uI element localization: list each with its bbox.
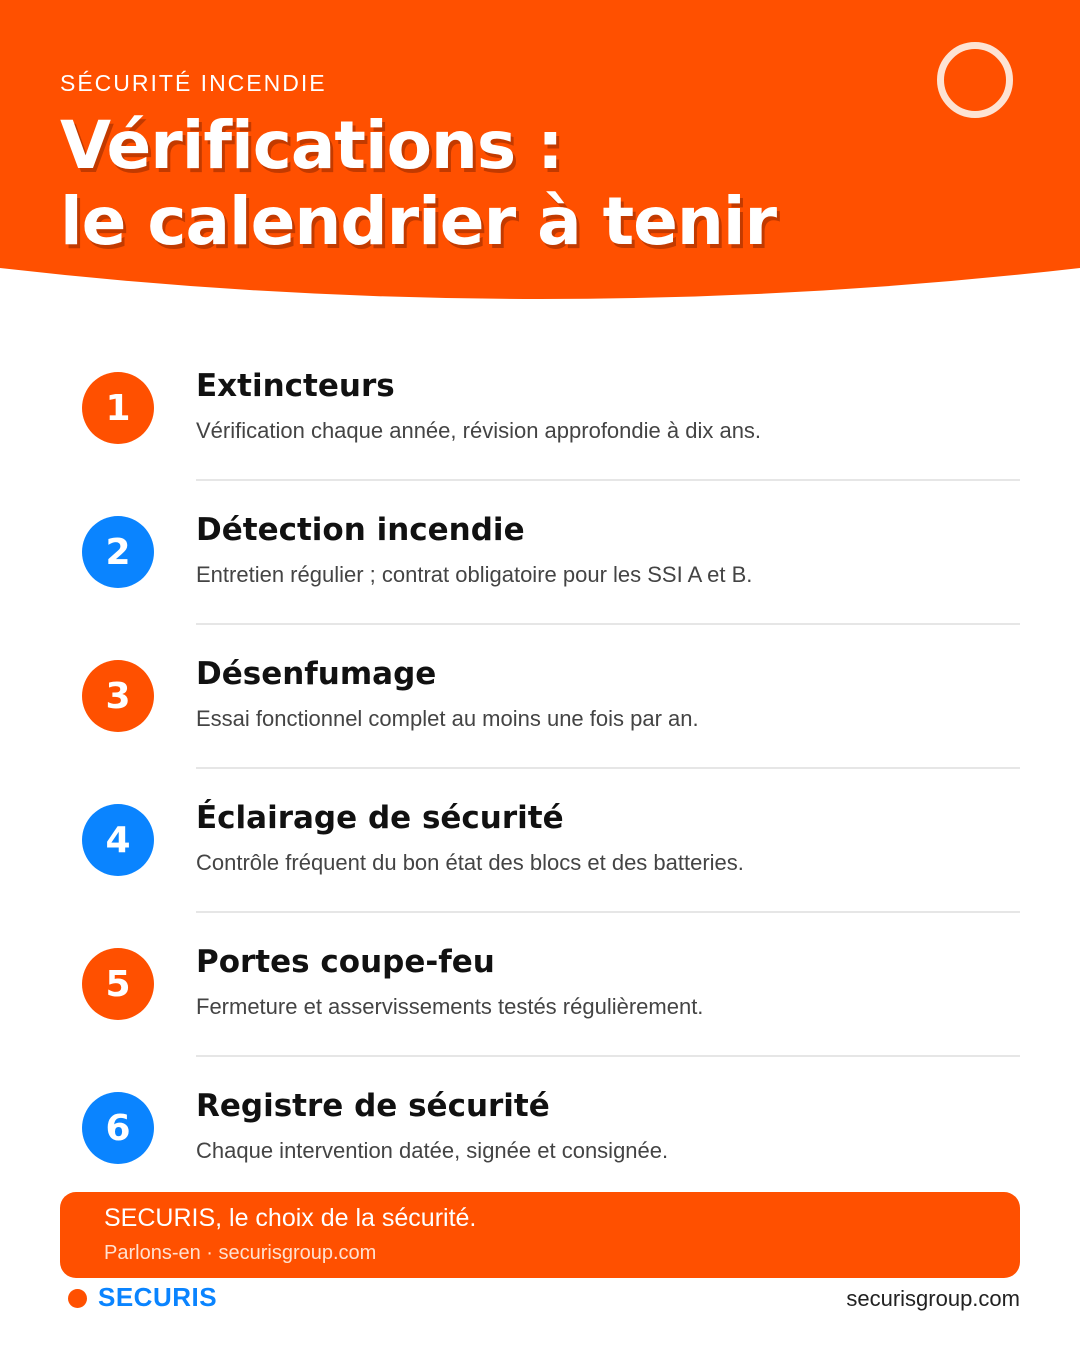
item-title: Désenfumage xyxy=(196,656,437,692)
header-banner xyxy=(0,0,1080,300)
item-title: Éclairage de sécurité xyxy=(196,800,564,836)
item-description: Vérification chaque année, révision approfondie à dix ans. xyxy=(196,418,762,443)
item-title: Registre de sécurité xyxy=(196,1088,550,1124)
eyebrow-label: SÉCURITÉ INCENDIE xyxy=(60,70,327,96)
page-title-line-1: Vérifications : xyxy=(60,107,563,184)
item-description: Entretien régulier ; contrat obligatoire pour les SSI A et B. xyxy=(196,562,753,587)
divider xyxy=(196,479,1020,481)
number-badge: 2 xyxy=(82,516,154,588)
circle-ring-icon xyxy=(937,42,1013,118)
item-description: Chaque intervention datée, signée et consignée. xyxy=(196,1138,669,1163)
divider xyxy=(196,767,1020,769)
list-item xyxy=(0,936,1080,1080)
list-item xyxy=(0,360,1080,504)
page-title-line-2: le calendrier à tenir xyxy=(60,183,777,260)
list-item xyxy=(0,792,1080,936)
item-description: Contrôle fréquent du bon état des blocs et des batteries. xyxy=(196,850,744,875)
page-title xyxy=(60,108,776,260)
cta-tagline: SECURIS, le choix de la sécurité. xyxy=(104,1204,477,1232)
number-badge: 5 xyxy=(82,948,154,1020)
item-title: Extincteurs xyxy=(196,368,395,404)
item-title: Détection incendie xyxy=(196,512,525,548)
list-item xyxy=(0,504,1080,648)
list-item xyxy=(0,648,1080,792)
brand-logo: SECURIS xyxy=(98,1282,218,1312)
cta-contact-link[interactable]: Parlons-en · securisgroup.com xyxy=(104,1242,377,1264)
item-title: Portes coupe-feu xyxy=(196,944,495,980)
number-badge: 6 xyxy=(82,1092,154,1164)
footer-url-link[interactable]: securisgroup.com xyxy=(846,1286,1020,1311)
divider xyxy=(196,623,1020,625)
item-description: Essai fonctionnel complet au moins une fois par an. xyxy=(196,706,699,731)
item-description: Fermeture et asservissements testés régulièrement. xyxy=(196,994,704,1019)
number-badge: 3 xyxy=(82,660,154,732)
cta-banner[interactable] xyxy=(60,1192,1020,1278)
number-badge: 4 xyxy=(82,804,154,876)
divider xyxy=(196,1055,1020,1057)
number-badge: 1 xyxy=(82,372,154,444)
brand-dot-icon xyxy=(68,1289,87,1308)
divider xyxy=(196,911,1020,913)
